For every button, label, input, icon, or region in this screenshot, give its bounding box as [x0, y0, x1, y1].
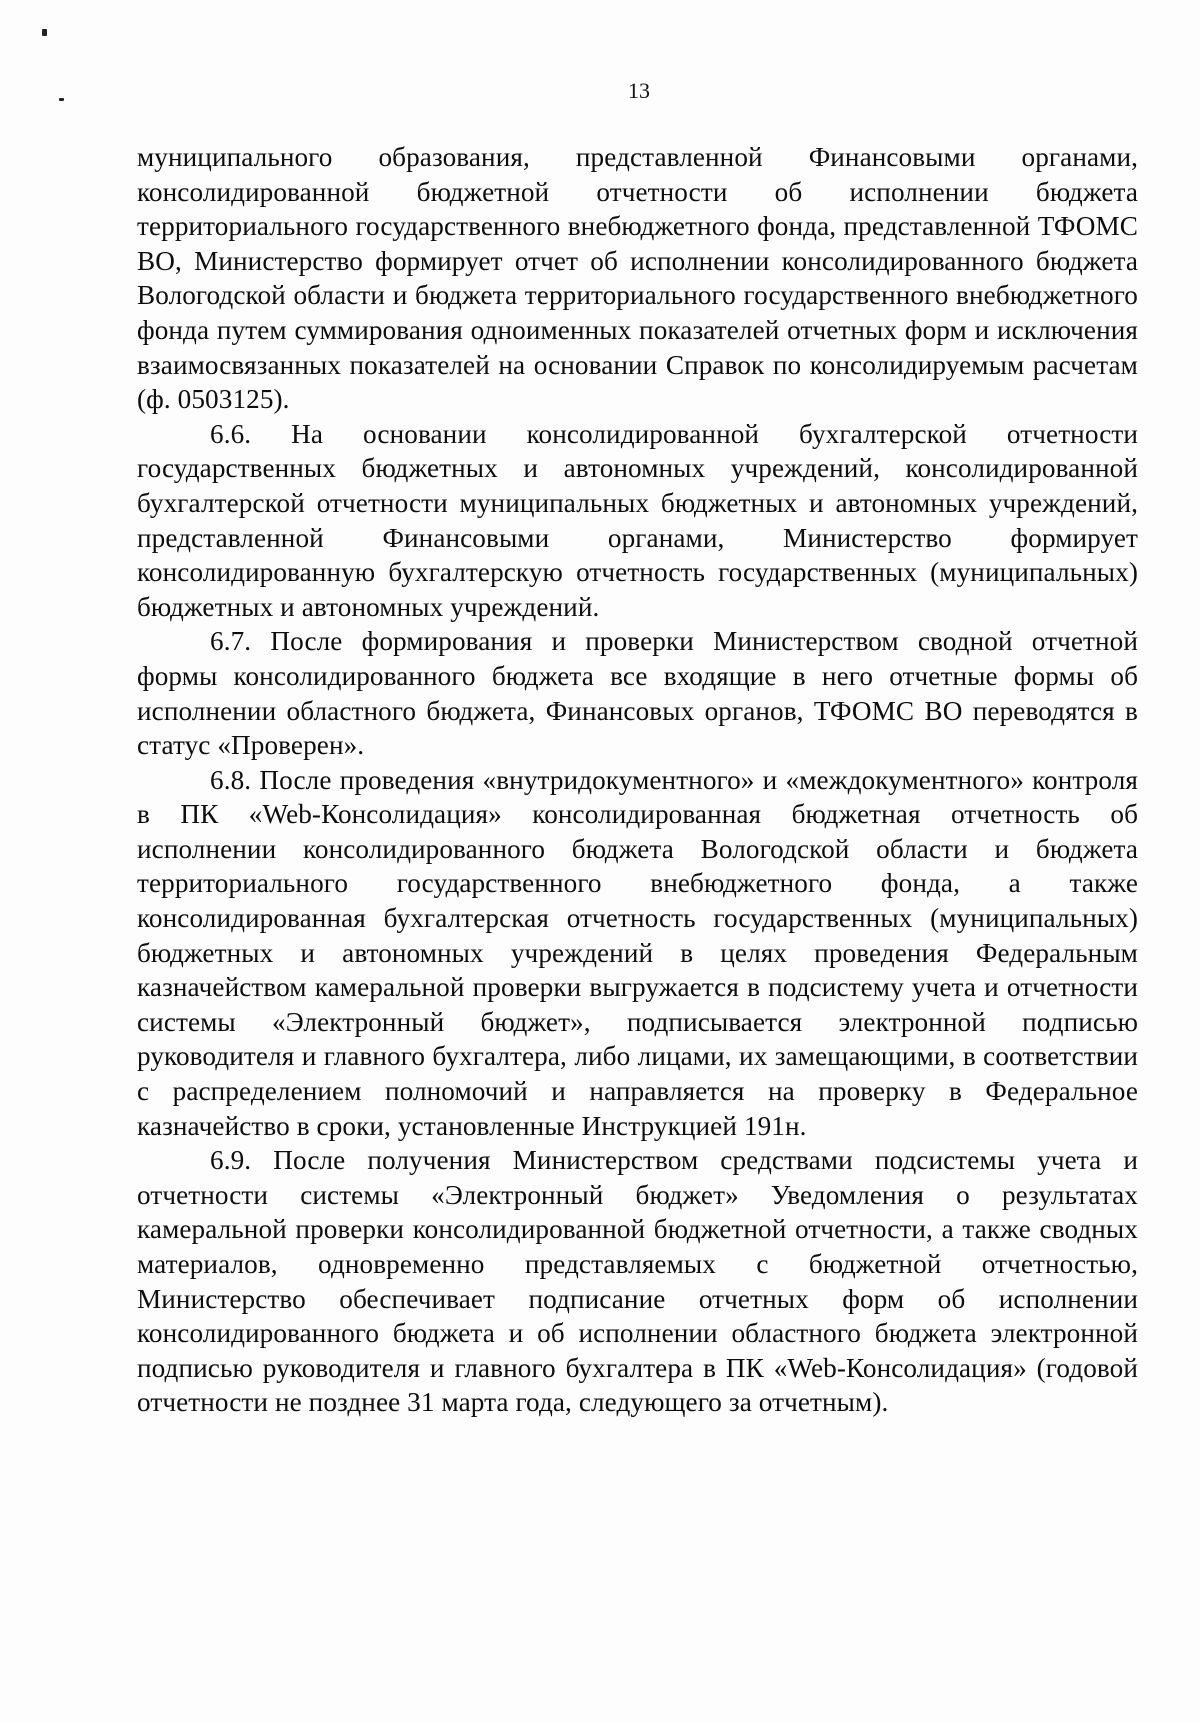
paragraph-continuation: муниципального образования, представленной Финансовыми органами, консолидированной бюджетной отчетности об исполнении бюджета территориального государственного внебюджетного фонда, представленной ТФОМС ВО, Министерство формирует отчет об исполнении консолидированного бюджета Вологодской области и бюджета территориального государственного внебюджетного фонда путем суммирования одноименных показателей отчетных форм и исключения взаимосвязанных показателей на основании Справок по консолидируемым расчетам (ф. 0503125). — [137, 142, 1138, 415]
scan-speck — [42, 29, 47, 36]
paragraph-6-7: 6.7. После формирования и проверки Министерством сводной отчетной формы консолидированного бюджета все входящие в него отчетные формы об исполнении областного бюджета, Финансовых органов, ТФОМС ВО переводятся в статус «Проверен». — [137, 626, 1138, 761]
page-number: 13 — [628, 78, 650, 103]
paragraph-6-6: 6.6. На основании консолидированной бухгалтерской отчетности государственных бюджетных и автономных учреждений, консолидированной бухгалтерской отчетности муниципальных бюджетных и автономных учреждений, представленной Финансовыми органами, Министерство формирует консолидированную бухгалтерскую отчетность государственных (муниципальных) бюджетных и автономных учреждений. — [137, 418, 1138, 622]
paragraph-6-8: 6.8. После проведения «внутридокументного» и «междокументного» контроля в ПК «Web-Консолидация» консолидированная бюджетная отчетность об исполнении консолидированного бюджета Вологодской области и бюджета территориального государственного внебюджетного фонда, а также консолидированная бухгалтерская отчетность государственных (муниципальных) бюджетных и автономных учреждений в целях проведения Федеральным казначейством камеральной проверки выгружается в подсистему учета и отчетности системы «Электронный бюджет», подписывается электронной подписью руководителя и главного бухгалтера, либо лицами, их замещающими, в соответствии с распределением полномочий и направляется на проверку в Федеральное казначейство в сроки, установленные Инструкцией 191н. — [137, 764, 1138, 1141]
document-body — [137, 140, 1138, 1420]
paragraph-6-9: 6.9. После получения Министерством средствами подсистемы учета и отчетности системы «Электронный бюджет» Уведомления о результатах камеральной проверки консолидированной бюджетной отчетности, а также сводных материалов, одновременно представляемых с бюджетной отчетностью, Министерство обеспечивает подписание отчетных форм об исполнении консолидированного бюджета и об исполнении областного бюджета электронной подписью руководителя и главного бухгалтера в ПК «Web-Консолидация» (годовой отчетности не позднее 31 марта года, следующего за отчетным). — [137, 1145, 1138, 1418]
